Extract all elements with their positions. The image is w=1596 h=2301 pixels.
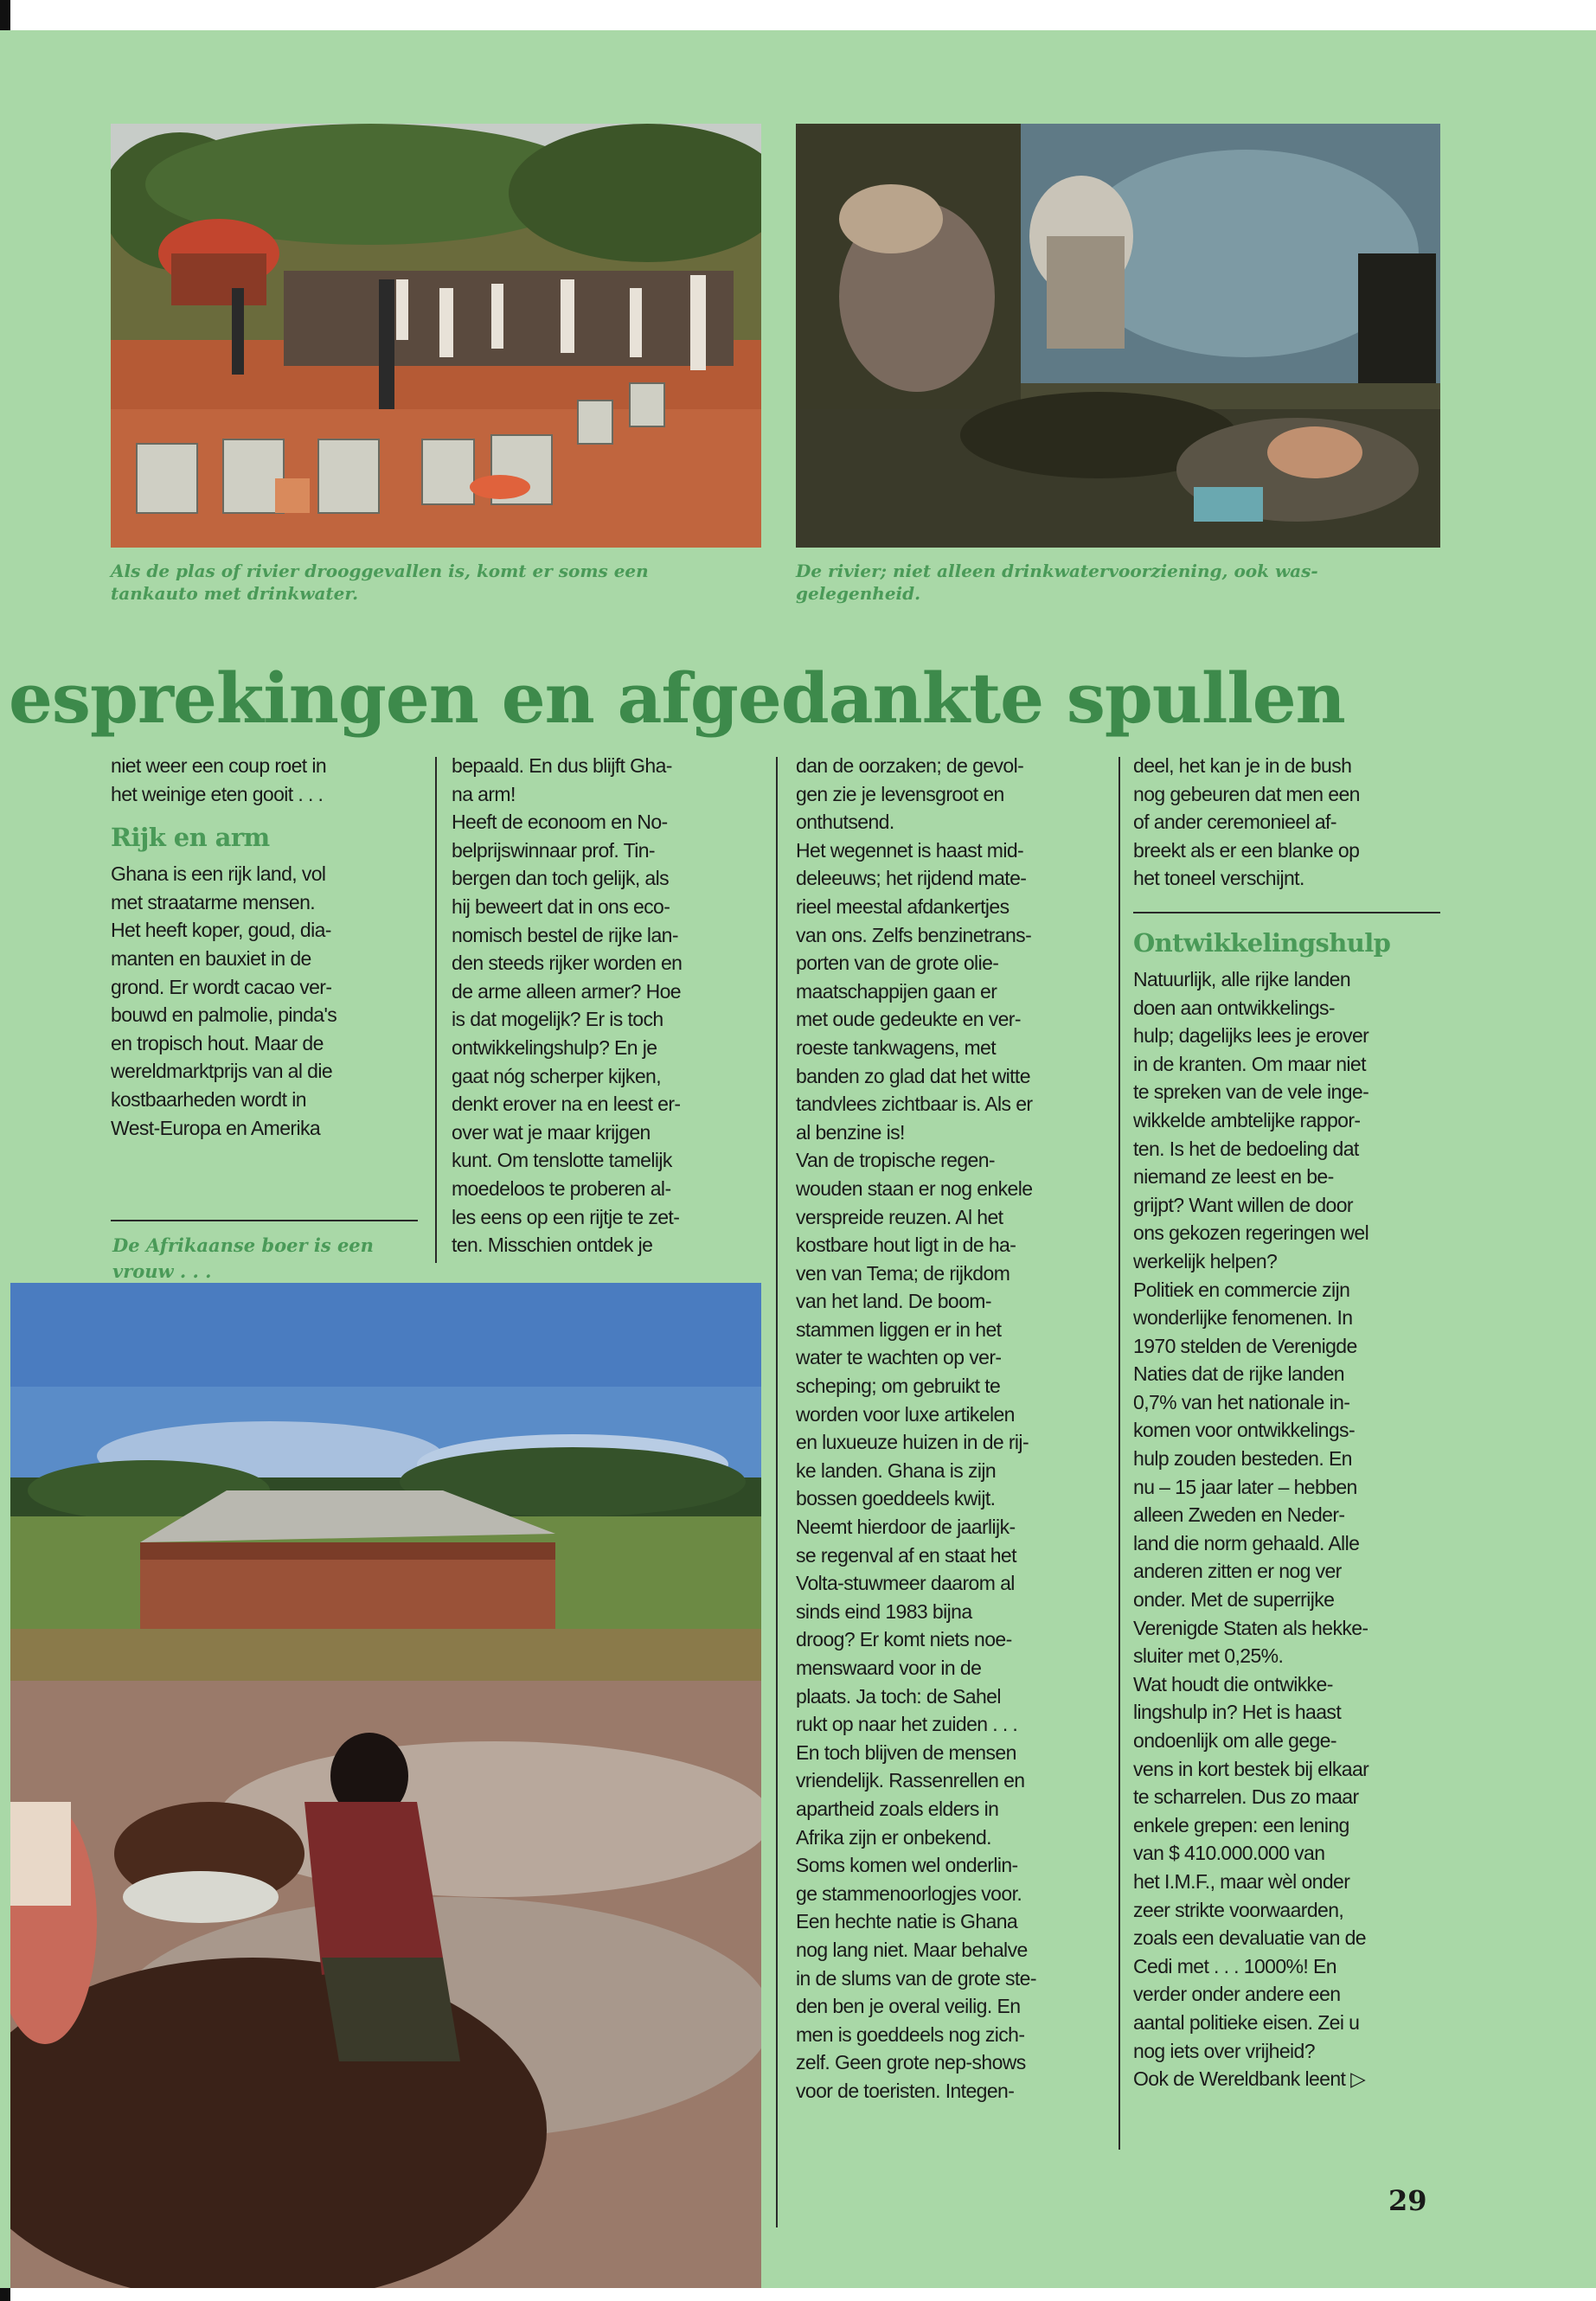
column-3 <box>796 752 1107 2106</box>
subhead-rijk-en-arm: Rijk en arm <box>111 823 270 853</box>
pullquote-rule <box>111 1220 418 1221</box>
section-rule <box>1133 912 1440 913</box>
column-2-body: bepaald. En dus blijft Gha- na arm! Heeft de econoom en No- belprijswinnaar prof. Tin- bergen dan toch gelijk, als hij beweert dat in ons eco- nomisch bestel de rijke lan- den steeds rijker worden en de arme alleen armer? Hoe is dat mogelijk? Er is toch ontwikkelingshulp? En je gaat nóg scherper kijken, denkt erover na en leest er- over wat je maar krijgen kunt. Om tenslotte tamelijk moedeloos te proberen al- les eens op een rijtje te zet- ten. Misschien ontdek je <box>452 754 683 1257</box>
column-1 <box>111 752 422 1142</box>
column-divider-2 <box>776 757 778 2227</box>
caption-water-tanker: Als de plas of rivier drooggevallen is, komt er soms een tankauto met drinkwater. <box>111 561 649 604</box>
subhead-ontwikkelingshulp: Ontwikkelingshulp <box>1133 927 1391 958</box>
column-1-intro: niet weer een coup roet in het weinige eten gooit . . . <box>111 754 327 805</box>
column-3-body: dan de oorzaken; de gevol- gen zie je levensgroot en onthutsend. Het wegennet is haast mid- deleeuws; het rijdend mate- rieel meestal afdankertjes van ons. Zelfs benzinetrans- porten van de grote olie- maatschappijen gaan er met oude gedeukte en ver- roeste tankwagens, met banden zo glad dat het witte tandvlees zichtbaar is. Als er al benzine is! Van de tropische regen- wouden staan er nog enkele verspreide reuzen. Al het kostbare hout ligt in de ha- ven van Tema; de rijkdom van het land. De boom- stammen liggen er in het water te wachten op ver- scheping; om gebruikt te worden voor luxe artikelen en luxueuze huizen in de rij- ke landen. Ghana is zijn bossen goeddeels kwijt. Neemt hierdoor de jaarlijk- se regenval af en staat het Volta-stuwmeer daarom al sinds eind 1983 bijna droog? Er komt niets noe- menswaard voor in de plaats. Ja toch: de Sahel rukt op naar het zuiden . . . En toch blijven de mensen vriendelijk. Rassenrellen en apartheid zoals elders in Afrika zijn er onbekend. Soms komen wel onderlin- ge stammenoorlogjes voor. Een hechte natie is Ghana nog lang niet. Maar behalve in de slums van de grote ste- den ben je overal veilig. En men is goeddeels nog zich- zelf. Geen grote nep-shows voor de toeristen. Integen- <box>796 754 1036 2102</box>
column-4 <box>1133 752 1445 2093</box>
magazine-page <box>0 30 1596 2288</box>
photo-water-tanker <box>111 124 761 548</box>
column-4-body: Natuurlijk, alle rijke landen doen aan ontwikkelings- hulp; dagelijks lees je erover in de kranten. Om maar niet te spreken van de vele inge- wikkelde ambtelijke rappor- ten. Is het de bedoeling dat niemand ze leest en be- grijpt? Want willen de door ons gekozen regeringen wel werkelijk helpen? Politiek en commercie zijn wonderlijke fenomenen. In 1970 stelden de Verenigde Naties dat de rijke landen 0,7% van het nationale in- komen voor ontwikkelings- hulp zouden besteden. En nu – 15 jaar later – hebben alleen Zweden en Neder- land die norm gehaald. Alle anderen zitten er nog ver onder. Met de superrijke Verenigde Staten als hekke- sluiter met 0,25%. Wat houdt die ontwikke- lingshulp in? Het is haast ondoenlijk om alle gege- vens in kort bestek bij elkaar te scharrelen. Dus zo maar enkele grepen: een lening van $ 410.000.000 van het I.M.F., maar wèl onder zeer strikte voorwaarden, zoals een devaluatie van de Cedi met . . . 1000%! En verder onder andere een aantal politieke eisen. Zei u nog iets over vrijheid? Ook de Wereldbank leent <box>1133 967 1369 2091</box>
continue-arrow-icon: ▷ <box>1350 2067 1366 2091</box>
column-4-intro: deel, het kan je in de bush nog gebeuren dat men een of ander ceremonieel af- breekt als er een blanke op het toneel verschijnt. <box>1133 754 1360 890</box>
photo-river-washing <box>796 124 1440 548</box>
page-number: 29 <box>1388 2184 1427 2217</box>
column-2 <box>452 752 763 1259</box>
caption-river: De rivier; niet alleen drinkwatervoorziening, ook was- gelegenheid. <box>796 561 1318 604</box>
photo-farm-woman <box>10 1283 761 2288</box>
column-divider-3 <box>1118 757 1120 2150</box>
column-divider-1 <box>435 757 437 1263</box>
article-headline: esprekingen en afgedankte spullen <box>9 657 1345 739</box>
pullquote: De Afrikaanse boer is een vrouw . . . <box>112 1234 374 1282</box>
column-1-body: Ghana is een rijk land, vol met straatarme mensen. Het heeft koper, goud, dia- manten en bauxiet in de grond. Er wordt cacao ver- bouwd en palmolie, pinda's en tropisch hout. Maar de wereldmarktprijs van al die kostbaarheden wordt in West-Europa en Amerika <box>111 862 337 1139</box>
